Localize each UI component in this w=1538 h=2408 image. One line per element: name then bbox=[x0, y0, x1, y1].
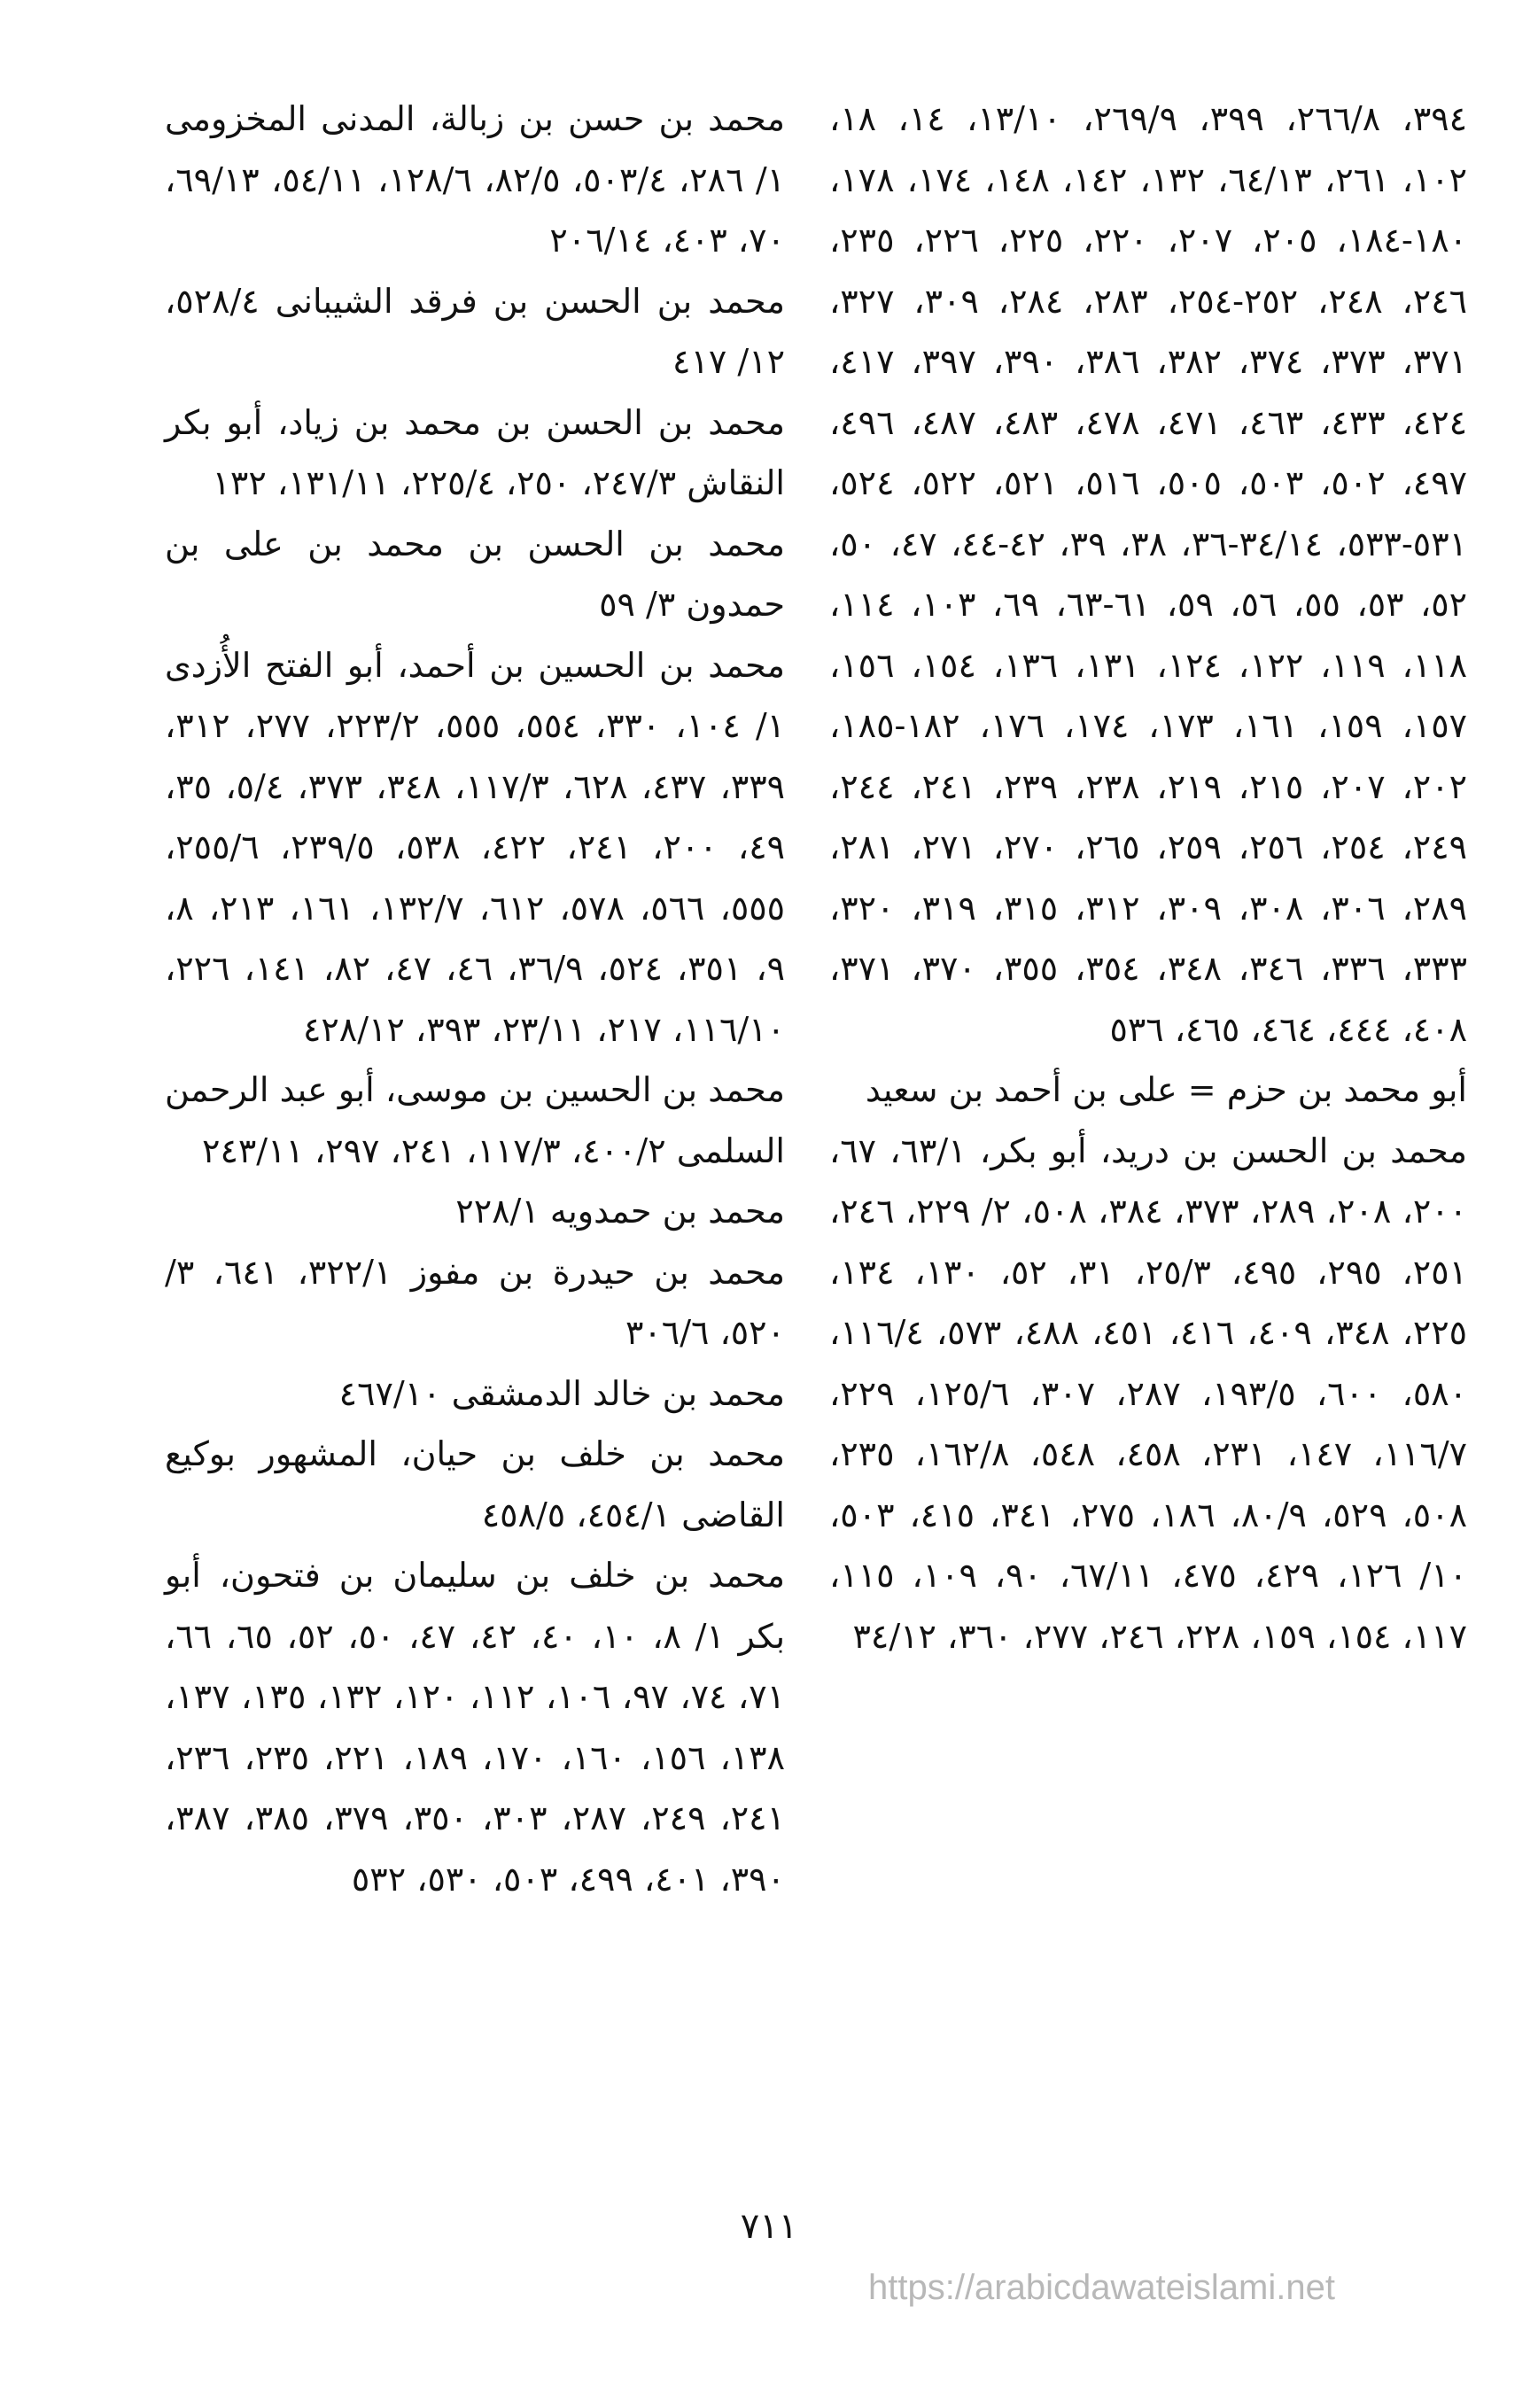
entry-refs: ٤٦٧/١٠ bbox=[338, 1373, 441, 1413]
entry-head: محمد بن حيدرة بن مفوز bbox=[410, 1252, 786, 1292]
entry-head: محمد بن خلف بن سليمان بن فتحون، أبو بكر bbox=[165, 1556, 786, 1656]
entry-refs: ٢٤٧/٣، ٢٥٠، ٢٢٥/٤، ١٣١/١١، ١٣٢ bbox=[212, 463, 677, 502]
entry-shaybani bbox=[165, 271, 785, 392]
entry-naqqash bbox=[165, 392, 785, 514]
entry-ibn-hazm bbox=[829, 1060, 1467, 1121]
entry-head: محمد بن خالد الدمشقى bbox=[451, 1373, 785, 1413]
entry-head: محمد بن الحسين بن موسى، أبو عبد الرحمن السلمى bbox=[165, 1070, 785, 1170]
entry-refs: ٣/ ٥٩ bbox=[599, 585, 676, 624]
entry-refs: ١/ ٨، ١٠، ٤٠، ٤٢، ٤٧، ٥٠، ٥٢، ٦٥، ٦٦، ٧١، ٧٤، ٩٧، ١٠٦، ١١٢، ١٢٠، ١٣٢، ١٣٥، ١٣٧، ١٣٨، ١٥٦، ١٦٠، ١٧٠، ١٨٩، ٢٢١، ٢٣٥، ٢٣٦، ٢٤١، ٢٤٩، ٢٨٧، ٣٠٣، ٣٥٠، ٣٧٩، ٣٨٥، ٣٨٧، ٣٩٠، ٤٠١، ٤٩٩، ٥٠٣، ٥٣٠، ٥٣٢ bbox=[165, 1616, 786, 1899]
entry-refs: ١/ ١٠٤، ٣٣٠، ٥٥٤، ٥٥٥، ٢٢٣/٢، ٢٧٧، ٣١٢، ٣٣٩، ٤٣٧، ٦٢٨، ١١٧/٣، ٣٤٨، ٣٧٣، ٥/٤، ٣٥، ٤٩، ٢٠٠، ٢٤١، ٤٢٢، ٥٣٨، ٢٣٩/٥، ٢٥٥/٦، ٥٥٥، ٥٦٦، ٥٧٨، ٦١٢، ١٣٢/٧، ١٦١، ٢١٣، ٨، ٩، ٣٥١، ٥٢٤، ٣٦/٩، ٤٦، ٤٧، ٨٢، ١٤١، ٢٢٦، ١١٦/١٠، ٢١٧، ٢٣/١١، ٣٩٣، ٤٢٨/١٢ bbox=[165, 706, 786, 1049]
entry-refs: ١/ ٢٨٦، ٥٠٣/٤، ٨٢/٥، ١٢٨/٦، ٥٤/١١، ٦٩/١٣، ٧٠، ٤٠٣، ٢٠٦/١٤ bbox=[165, 159, 786, 260]
entry-head: محمد بن الحسن بن محمد بن زياد، أبو بكر النقاش bbox=[165, 402, 785, 502]
entry-head: محمد بن الحسن بن فرقد الشيبانى bbox=[275, 281, 785, 321]
entry-head: أبو محمد بن حزم = على بن أحمد بن سعيد bbox=[865, 1070, 1467, 1109]
right-column bbox=[829, 89, 1467, 1666]
entry-refs: ٢٢٨/١ bbox=[455, 1192, 540, 1231]
entry-refs: ٤٠٠/٢، ١١٧/٣، ٢٤١، ٢٩٧، ٢٤٣/١١ bbox=[202, 1130, 666, 1170]
entry-head: محمد بن الحسين بن أحمد، أبو الفتح الأُزدى bbox=[165, 645, 785, 685]
entry-ibn-fathun bbox=[165, 1545, 785, 1909]
entry-ibn-hamdun bbox=[165, 514, 785, 635]
entry-head: محمد بن خلف بن حيان، المشهور بوكيع القاضى bbox=[165, 1434, 785, 1534]
entry-ibn-hamdawayh bbox=[165, 1181, 785, 1242]
entry-wakee bbox=[165, 1424, 785, 1545]
entry-refs: ٣٩٤، ٢٦٦/٨، ٣٩٩، ٢٦٩/٩، ١٣/١٠، ١٤، ١٨، ١٠٢، ٢٦١، ٦٤/١٣، ١٣٢، ١٤٢، ١٤٨، ١٧٤، ١٧٨، ١٨٠-١٨٤، ٢٠٥، ٢٠٧، ٢٢٠، ٢٢٥، ٢٢٦، ٢٣٥، ٢٤٦، ٢٤٨، ٢٥٢-٢٥٤، ٢٨٣، ٢٨٤، ٣٠٩، ٣٢٧، ٣٧١، ٣٧٣، ٣٧٤، ٣٨٢، ٣٨٦، ٣٩٠، ٣٩٧، ٤١٧، ٤٢٤، ٤٣٣، ٤٦٣، ٤٧١، ٤٧٨، ٤٨٣، ٤٨٧، ٤٩٦، ٤٩٧، ٥٠٢، ٥٠٣، ٥٠٥، ٥١٦، ٥٢١، ٥٢٢، ٥٢٤، ٥٣١-٥٣٣، ٣٤/١٤-٣٦، ٣٨، ٣٩، ٤٢-٤٤، ٤٧، ٥٠، ٥٢، ٥٣، ٥٥، ٥٦، ٥٩، ٦١-٦٣، ٦٩، ١٠٣، ١١٤، ١١٨، ١١٩، ١٢٢، ١٢٤، ١٣١، ١٣٦، ١٥٤، ١٥٦، ١٥٧، ١٥٩، ١٦١، ١٧٣، ١٧٤، ١٧٦، ١٨٢-١٨٥، ٢٠٢، ٢٠٧، ٢١٥، ٢١٩، ٢٣٨، ٢٣٩، ٢٤١، ٢٤٤، ٢٤٩، ٢٥٤، ٢٥٦، ٢٥٩، ٢٦٥، ٢٧٠، ٢٧١، ٢٨١، ٢٨٩، ٣٠٦، ٣٠٨، ٣٠٩، ٣١٢، ٣١٥، ٣١٩، ٣٢٠، ٣٣٣، ٣٣٦، ٣٤٦، ٣٤٨، ٣٥٤، ٣٥٥، ٣٧٠، ٣٧١، ٤٠٨، ٤٤٤، ٤٦٤، ٤٦٥، ٥٣٦ bbox=[829, 99, 1468, 1049]
entry-refs-continuation bbox=[829, 89, 1467, 1060]
entry-dimashqi bbox=[165, 1363, 785, 1425]
left-column bbox=[165, 89, 785, 1909]
entry-refs: ٦٣/١، ٦٧، ٢٠٠، ٢٠٨، ٢٨٩، ٣٧٣، ٣٨٤، ٥٠٨، ٢/ ٢٢٩، ٢٤٦، ٢٥١، ٢٩٥، ٤٩٥، ٢٥/٣، ٣١، ٥٢، ١٣٠، ١٣٤، ٢٢٥، ٣٤٨، ٤٠٩، ٤١٦، ٤٥١، ٤٨٨، ٥٧٣، ١١٦/٤، ٥٨٠، ٦٠٠، ١٩٣/٥، ٢٨٧، ٣٠٧، ١٢٥/٦، ٢٢٩، ١١٦/٧، ١٤٧، ٢٣١، ٤٥٨، ٥٤٨، ١٦٢/٨، ٢٣٥، ٥٠٨، ٥٢٩، ٨٠/٩، ١٨٦، ٢٧٥، ٣٤١، ٤١٥، ٥٠٣، ١٠/ ١٢٦، ٤٢٩، ٤٧٥، ٦٧/١١، ٩٠، ١٠٩، ١١٥، ١١٧، ١٥٤، ١٥٩، ٢٢٨، ٢٤٦، ٢٧٧، ٣٦٠، ٣٤/١٢ bbox=[829, 1130, 1468, 1656]
entry-azdi bbox=[165, 635, 785, 1060]
page-number: ٧١١ bbox=[740, 2206, 798, 2247]
entry-sulami bbox=[165, 1060, 785, 1181]
entry-head: محمد بن حسن بن زبالة، المدنى المخزومى bbox=[165, 99, 785, 138]
entry-refs: ٥٢٨/٤، ١٢/ ٤١٧ bbox=[165, 281, 785, 381]
entry-refs: ٤٥٤/١، ٤٥٨/٥ bbox=[481, 1495, 672, 1534]
entry-head: محمد بن الحسن بن دريد، أبو بكر bbox=[990, 1130, 1468, 1170]
entry-ibn-zabala bbox=[165, 89, 785, 271]
entry-ibn-mufawwaz bbox=[165, 1242, 785, 1363]
entry-refs: ٣٢٢/١، ٦٤١، ٣/ ٥٢٠، ٣٠٦/٦ bbox=[165, 1252, 785, 1352]
entry-head: محمد بن الحسن بن محمد بن على بن حمدون bbox=[165, 524, 785, 624]
watermark-url: https://arabicdawateislami.net bbox=[868, 2268, 1335, 2307]
entry-ibn-durayd: محمد بن الحسن بن دريد، أبو بكر، ٦٣/١، ٦٧، ٢٠٠، ٢٠٨، ٢٨٩، ٣٧٣، ٣٨٤، ٥٠٨، ٢/ ٢٢٩، ٢٤٦، ٢٥١، ٢٩٥، ٤٩٥، ٢٥/٣، ٣١، ٥٢، ١٣٠، ١٣٤، ٢٢٥، ٣٤٨، ٤٠٩، ٤١٦، ٤٥١، ٤٨٨، ٥٧٣، ١١٦/٤، ٥٨٠، ٦٠٠، ١٩٣/٥، ٢٨٧، ٣٠٧، ١٢٥/٦، ٢٢٩، ١١٦/٧، ١٤٧، ٢٣١، ٤٥٨، ٥٤٨، ١٦٢/٨، ٢٣٥، ٥٠٨، ٥٢٩، ٨٠/٩، ١٨٦، ٢٧٥، ٣٤١، ٤١٥، ٥٠٣، ١٠/ ١٢٦، ٤٢٩، ٤٧٥، ٦٧/١١، ٩٠، ١٠٩، ١١٥، ١١٧، ١٥٤، ١٥٩، ٢٢٨، ٢٤٦، ٢٧٧، ٣٦٠، ٣٤/١٢ bbox=[829, 1130, 1468, 1656]
entry-head: محمد بن حمدويه bbox=[549, 1192, 785, 1231]
